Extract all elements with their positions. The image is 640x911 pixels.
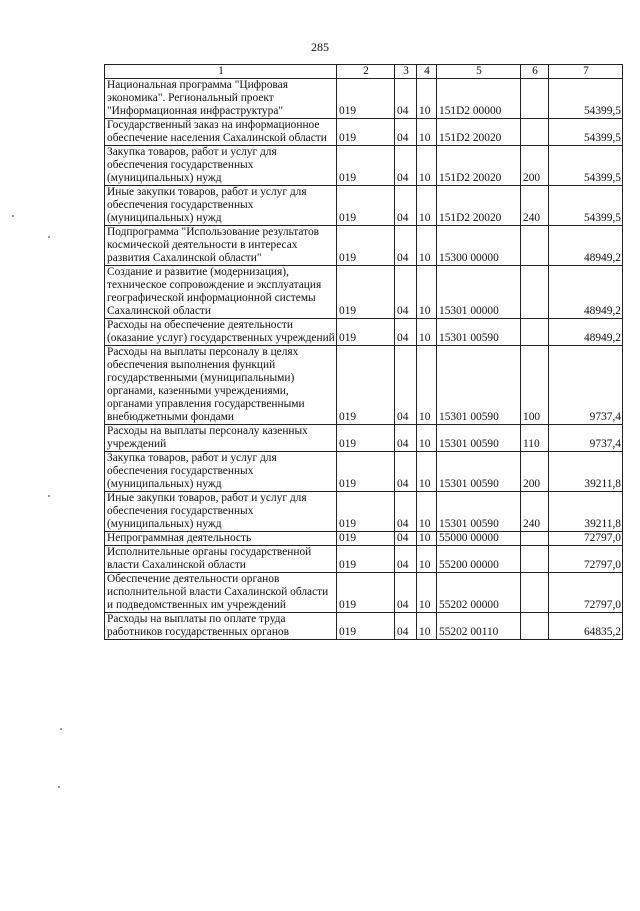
expense-type-code xyxy=(521,79,549,119)
table-row xyxy=(105,319,623,346)
subsection-code: 10 xyxy=(417,532,437,546)
section-code: 04 xyxy=(395,119,417,146)
subsection-code: 10 xyxy=(417,452,437,492)
expense-type-code: 100 xyxy=(521,346,549,425)
row-name: Национальная программа "Цифровая экономика". Региональный проект "Информационная инфраструктура" xyxy=(105,79,337,119)
amount: 9737,4 xyxy=(549,425,623,452)
expense-type-code xyxy=(521,613,549,640)
target-item-code: 151D2 20020 xyxy=(437,146,521,186)
target-item-code: 151D2 20020 xyxy=(437,186,521,226)
amount: 72797,0 xyxy=(549,532,623,546)
header-col-6: 6 xyxy=(521,65,549,79)
subsection-code: 10 xyxy=(417,226,437,266)
table-row xyxy=(105,226,623,266)
ministry-code: 019 xyxy=(337,266,395,319)
expense-type-code xyxy=(521,546,549,573)
expense-type-code: 240 xyxy=(521,492,549,532)
table-row xyxy=(105,119,623,146)
amount: 54399,5 xyxy=(549,119,623,146)
table-row xyxy=(105,452,623,492)
header-col-2: 2 xyxy=(337,65,395,79)
table-row xyxy=(105,186,623,226)
table-row xyxy=(105,146,623,186)
amount: 54399,5 xyxy=(549,186,623,226)
section-code: 04 xyxy=(395,492,417,532)
header-col-4: 4 xyxy=(417,65,437,79)
subsection-code: 10 xyxy=(417,492,437,532)
amount: 9737,4 xyxy=(549,346,623,425)
row-name: Расходы на выплаты по оплате труда работников государственных органов xyxy=(105,613,337,640)
subsection-code: 10 xyxy=(417,319,437,346)
budget-table xyxy=(104,64,623,640)
subsection-code: 10 xyxy=(417,79,437,119)
amount: 39211,8 xyxy=(549,492,623,532)
scan-speck xyxy=(58,786,60,788)
row-name: Расходы на выплаты персоналу казенных учреждений xyxy=(105,425,337,452)
amount: 72797,0 xyxy=(549,573,623,613)
amount: 64835,2 xyxy=(549,613,623,640)
expense-type-code xyxy=(521,319,549,346)
expense-type-code xyxy=(521,266,549,319)
amount: 48949,2 xyxy=(549,266,623,319)
target-item-code: 151D2 20020 xyxy=(437,119,521,146)
amount: 54399,5 xyxy=(549,79,623,119)
target-item-code: 15301 00000 xyxy=(437,266,521,319)
row-name: Расходы на обеспечение деятельности (оказание услуг) государственных учреждений xyxy=(105,319,337,346)
ministry-code: 019 xyxy=(337,492,395,532)
ministry-code: 019 xyxy=(337,226,395,266)
ministry-code: 019 xyxy=(337,546,395,573)
target-item-code: 55202 00000 xyxy=(437,573,521,613)
row-name: Создание и развитие (модернизация), техническое сопровождение и эксплуатация географической информационной системы Сахалинской области xyxy=(105,266,337,319)
amount: 48949,2 xyxy=(549,226,623,266)
row-name: Государственный заказ на информационное обеспечение населения Сахалинской области xyxy=(105,119,337,146)
amount: 72797,0 xyxy=(549,546,623,573)
row-name: Иные закупки товаров, работ и услуг для обеспечения государственных (муниципальных) нужд xyxy=(105,186,337,226)
ministry-code: 019 xyxy=(337,119,395,146)
target-item-code: 151D2 00000 xyxy=(437,79,521,119)
section-code: 04 xyxy=(395,146,417,186)
expense-type-code: 110 xyxy=(521,425,549,452)
ministry-code: 019 xyxy=(337,452,395,492)
ministry-code: 019 xyxy=(337,532,395,546)
section-code: 04 xyxy=(395,452,417,492)
target-item-code: 55000 00000 xyxy=(437,532,521,546)
header-col-1: 1 xyxy=(105,65,337,79)
page-number: 285 xyxy=(311,40,329,54)
subsection-code: 10 xyxy=(417,613,437,640)
ministry-code: 019 xyxy=(337,573,395,613)
target-item-code: 15301 00590 xyxy=(437,492,521,532)
table-row xyxy=(105,573,623,613)
header-row xyxy=(105,65,623,79)
header-col-7: 7 xyxy=(549,65,623,79)
row-name: Закупка товаров, работ и услуг для обеспечения государственных (муниципальных) нужд xyxy=(105,452,337,492)
subsection-code: 10 xyxy=(417,573,437,613)
target-item-code: 15301 00590 xyxy=(437,452,521,492)
target-item-code: 55202 00110 xyxy=(437,613,521,640)
section-code: 04 xyxy=(395,532,417,546)
section-code: 04 xyxy=(395,319,417,346)
expense-type-code: 200 xyxy=(521,452,549,492)
row-name: Иные закупки товаров, работ и услуг для обеспечения государственных (муниципальных) нужд xyxy=(105,492,337,532)
expense-type-code: 200 xyxy=(521,146,549,186)
expense-type-code xyxy=(521,119,549,146)
header-col-5: 5 xyxy=(437,65,521,79)
ministry-code: 019 xyxy=(337,425,395,452)
expense-type-code: 240 xyxy=(521,186,549,226)
expense-type-code xyxy=(521,573,549,613)
row-name: Подпрограмма "Использование результатов космической деятельности в интересах развития Сахалинской области" xyxy=(105,226,337,266)
scan-speck xyxy=(48,495,50,497)
amount: 39211,8 xyxy=(549,452,623,492)
ministry-code: 019 xyxy=(337,146,395,186)
section-code: 04 xyxy=(395,425,417,452)
ministry-code: 019 xyxy=(337,613,395,640)
table-row xyxy=(105,613,623,640)
target-item-code: 15300 00000 xyxy=(437,226,521,266)
table-row xyxy=(105,346,623,425)
section-code: 04 xyxy=(395,186,417,226)
table-row xyxy=(105,532,623,546)
header-col-3: 3 xyxy=(395,65,417,79)
subsection-code: 10 xyxy=(417,119,437,146)
subsection-code: 10 xyxy=(417,146,437,186)
section-code: 04 xyxy=(395,266,417,319)
row-name: Исполнительные органы государственной власти Сахалинской области xyxy=(105,546,337,573)
section-code: 04 xyxy=(395,79,417,119)
table-row xyxy=(105,546,623,573)
section-code: 04 xyxy=(395,613,417,640)
subsection-code: 10 xyxy=(417,346,437,425)
expense-type-code xyxy=(521,226,549,266)
subsection-code: 10 xyxy=(417,425,437,452)
ministry-code: 019 xyxy=(337,319,395,346)
section-code: 04 xyxy=(395,546,417,573)
table-row xyxy=(105,425,623,452)
ministry-code: 019 xyxy=(337,79,395,119)
section-code: 04 xyxy=(395,226,417,266)
target-item-code: 15301 00590 xyxy=(437,425,521,452)
subsection-code: 10 xyxy=(417,546,437,573)
subsection-code: 10 xyxy=(417,186,437,226)
amount: 54399,5 xyxy=(549,146,623,186)
target-item-code: 15301 00590 xyxy=(437,346,521,425)
scan-speck xyxy=(12,215,14,217)
amount: 48949,2 xyxy=(549,319,623,346)
row-name: Закупка товаров, работ и услуг для обеспечения государственных (муниципальных) нужд xyxy=(105,146,337,186)
subsection-code: 10 xyxy=(417,266,437,319)
section-code: 04 xyxy=(395,346,417,425)
table-row xyxy=(105,79,623,119)
scan-speck xyxy=(48,236,50,238)
ministry-code: 019 xyxy=(337,346,395,425)
row-name: Расходы на выплаты персоналу в целях обеспечения выполнения функций государственными (муниципальными) органами, казенными учреждениями, органами управления государственными внебюджетными фондами xyxy=(105,346,337,425)
scan-speck xyxy=(60,728,62,730)
row-name: Обеспечение деятельности органов исполнительной власти Сахалинской области и подведомственных им учреждений xyxy=(105,573,337,613)
table-row xyxy=(105,492,623,532)
target-item-code: 15301 00590 xyxy=(437,319,521,346)
expense-type-code xyxy=(521,532,549,546)
target-item-code: 55200 00000 xyxy=(437,546,521,573)
section-code: 04 xyxy=(395,573,417,613)
ministry-code: 019 xyxy=(337,186,395,226)
table-row xyxy=(105,266,623,319)
row-name: Непрограммная деятельность xyxy=(105,532,337,546)
